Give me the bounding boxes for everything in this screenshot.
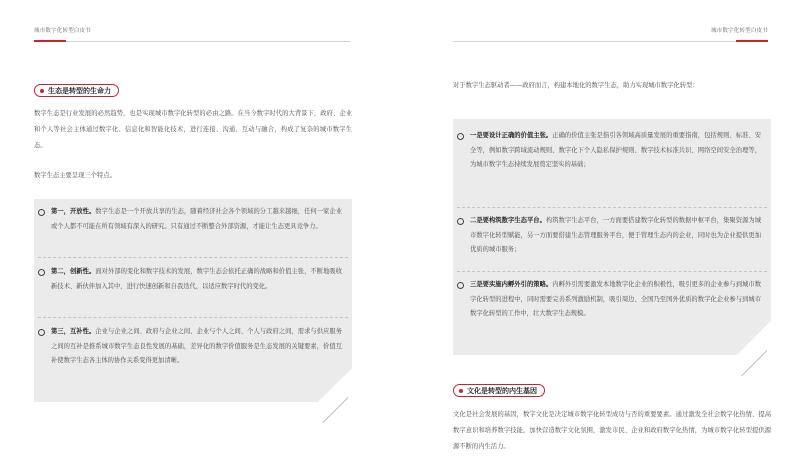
- header-rule: [34, 41, 350, 42]
- strategy-text: 正确的价值主张是指引各领域高质量发展的重要指南，包括规则、标准、安全等，例如数字跨域流动规则、数字化下个人隐私保护规则、数字技术标准共识、网络空间安全治理等，为城市数字生态持续发展奠定坚实的基础；: [470, 132, 762, 168]
- section-title-culture: [453, 384, 545, 397]
- header-rule: [453, 41, 768, 42]
- dashed-divider: [457, 207, 767, 208]
- strategy-title: 三是要实施内孵外引的策略。: [470, 281, 553, 288]
- feature-item-complementarity: [38, 325, 342, 369]
- header-accent: [34, 40, 66, 42]
- intro-paragraph: 对于数字生态驱动者——政府而言，构建本地化的数字生态，助力实现城市数字化转型：: [453, 82, 699, 89]
- closing-paragraph: 文化是社会发展的基因，数字文化是决定城市数字化转型成功与否的重要要素。通过激发全社会数字化热情、提高数字意识和培养数字技能，加快营造数字文化氛围，激发市民、企业和政府数字化热情，为城市数字化转型提供源源不断的内生活力。: [453, 411, 771, 450]
- dashed-divider: [457, 271, 767, 272]
- strategy-title: 二是要构筑数字生态平台。: [470, 217, 546, 224]
- features-box: [34, 199, 352, 402]
- intro-paragraph: 数字生态是行业发展的必然趋势，也是实现城市数字化转型的必由之路。在当今数字时代的大背景下，政府、企业和个人等社会主体通过数字化、信息化和智能化技术，进行连接、沟通、互动与融合，构成了复杂的城市数字生态。: [34, 110, 352, 149]
- ring-bullet-icon: [457, 133, 464, 140]
- feature-item-innovation: [38, 265, 342, 294]
- ring-bullet-icon: [38, 209, 45, 216]
- strategy-item-platform: [457, 214, 761, 258]
- ring-bullet-icon: [38, 269, 45, 276]
- strategy-item-incubate: [457, 278, 761, 322]
- dashed-divider: [38, 317, 348, 318]
- ring-bullet-icon: [38, 329, 45, 336]
- section-title-text: 文化是转型的内生基因: [467, 386, 537, 395]
- feature-text: 数字生态是一个开放共享的生态，随着经济社会各个领域的分工越来越细，任何一家企业或个人都不可能在所有领域有深入的研究。只有通过不断整合外部资源，才能让生态更具竞争力。: [51, 208, 343, 230]
- running-title: 城市数字化转型白皮书: [710, 28, 768, 34]
- strategy-text: 内孵外引需要激发本地数字化企业的积极性，吸引更多的企业参与到城市数字化转型的进程中，同时需要完善系列激励机制，吸引周边、全国乃至国外优质的数字化企业参与到城市数字化转型的工作中，壮大数字生态规模。: [470, 281, 762, 317]
- right-page: [400, 0, 800, 474]
- dashed-divider: [38, 257, 348, 258]
- running-title: 城市数字化转型白皮书: [34, 28, 92, 34]
- strategy-title: 一是要设计正确的价值主张。: [470, 132, 553, 139]
- header-accent: [736, 40, 768, 42]
- ring-bullet-icon: [457, 218, 464, 225]
- bullet-dot-icon: [459, 389, 463, 393]
- strategy-item-value: [457, 129, 761, 173]
- feature-text: 企业与企业之间、政府与企业之间、企业与个人之间、个人与政府之间，需求与供应服务之间的互补是推系城市数字生态良性发展的基础，差异化的数字价值服务是生态发展的关键要素，价值互补使数字生态各主体的协作关系变得更加清晰。: [51, 328, 343, 364]
- ring-bullet-icon: [457, 282, 464, 289]
- feature-title: 第二，创新性。: [51, 268, 96, 275]
- lead-paragraph: 数字生态主要呈现三个特点。: [34, 172, 116, 179]
- bullet-dot-icon: [40, 89, 44, 93]
- section-title-ecosystem: [34, 84, 119, 97]
- strategy-box: [453, 119, 771, 355]
- feature-title: 第三，互补性。: [51, 328, 96, 335]
- section-title-text: 生态是转型的生命力: [48, 86, 111, 95]
- feature-item-openness: [38, 205, 342, 234]
- feature-title: 第一，开放性。: [51, 208, 96, 215]
- strategy-text: 构筑数字生态平台，一方面要搭建数字化转型的数据中枢平台，集聚资源为城市数字化转型赋能，另一方面要搭建生态管理服务平台，便于管理生态内的企业，同时也为企业提供更加优质的城市服务；: [470, 217, 762, 253]
- feature-text: 面对外部的变化和数字技术的发展，数字生态会依托正确的战略和价值主张，不断地吸收新技术、新伙伴加入其中，进行快速创新和自我迭代，以适应数字时代的变化。: [51, 268, 343, 290]
